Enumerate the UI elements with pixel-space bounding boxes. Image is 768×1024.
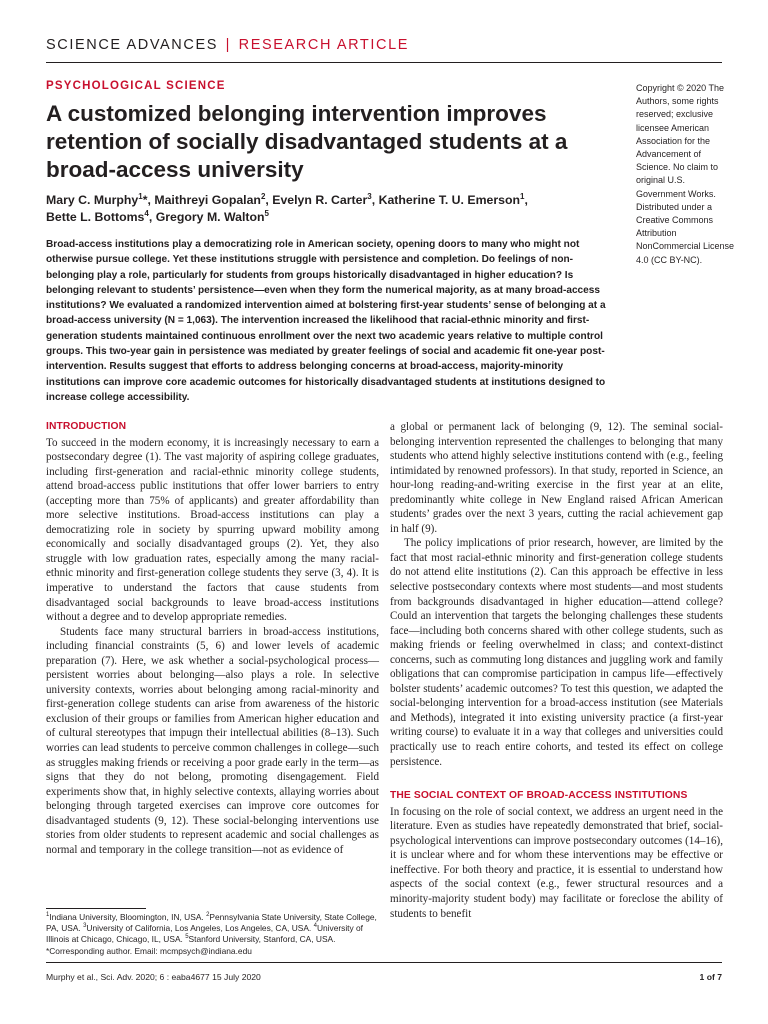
author-affiliation: 1 (520, 191, 525, 201)
author-affiliation: 4 (144, 208, 149, 218)
corresponding-author: *Corresponding author. Email: mcmpsych@indiana.edu (46, 945, 252, 956)
author-affiliation: 1 (138, 191, 143, 201)
author-affiliation: 3 (367, 191, 372, 201)
section-label: PSYCHOLOGICAL SCIENCE (46, 80, 226, 92)
article-title: A customized belonging intervention improves retention of socially disadvantaged students at a broad-access university (46, 101, 568, 182)
footer-rule (46, 962, 722, 963)
paragraph: To succeed in the modern economy, it is increasingly necessary to earn a postsecondary degree (1). The vast majority of aspiring college graduates, including first-generation and racial-ethnic minority college students, attend broad-access public institutions that offer lower barriers to entry (accepting more than 75% of applicants) and greater affordability than more selective institutions. Broad-access institutions can play a democratizing role in society by spurring upward mobility among economically and socially disadvantaged groups (2). Yet, they also struggle with low graduation rates, especially among the many racial-ethnic minority and first-generation college students they serve (3, 4). It is imperative to understand the factors that cause students from disadvantaged social backgrounds to leave broad-access institutions without a degree and to develop appropriate remedies. (46, 436, 379, 624)
affiliation-number: 4 (313, 923, 317, 930)
footnotes (46, 912, 381, 957)
header-separator: | (225, 37, 231, 53)
paragraph: In focusing on the role of social context, we address an urgent need in the literature. Even as studies have repeatedly demonstrated that brief, social-psychological interventions can improve postsecondary outcomes (14–16), it is unclear where and for whom these interventions may be effective or ineffective. For both theory and practice, it is essential to understand how aspects of the social context (e.g., fewer structural resources and a minority-majority student body) may facilitate or foreclose the ability of students to benefit (390, 805, 723, 920)
affiliation-number: 1 (46, 912, 50, 919)
author-name: Mary C. Murphy (46, 193, 139, 207)
copyright-notice: Copyright © 2020 The Authors, some rights reserved; exclusive licensee American Association for the Advancement of Science. No claim to original U.S. Government Works. Distributed under a Creative Commons Attribution NonCommercial License 4.0 (CC BY-NC). (636, 83, 735, 265)
author-list: Mary C. Murphy$^1$*, Maithreyi Gopalan$^2$, Evelyn R. Carter$^3$, Katherine T. U. Emerson$^1$, Bette L. Bottoms$^4$, Gregory M. Walton$^5$ (46, 191, 528, 224)
author-affiliation: 5 (264, 208, 269, 218)
page-number: 1 of 7 (699, 972, 722, 982)
header-rule (46, 62, 722, 63)
section-heading-introduction: INTRODUCTION (46, 421, 127, 432)
paragraph: a global or permanent lack of belonging (9, 12). The seminal social-belonging intervention represented the challenges to belonging that many students who attend highly selective institutions contend with (e.g., feeling intimidated by renowned professors). In that study, reported in Science, an hour-long reading-and-writing exercise in the first year at an elite, predominantly white college in New England raised African American students’ grades over the next 3 years, cutting the racial achievement gap in half (9). (390, 421, 723, 535)
article-type: RESEARCH ARTICLE (238, 37, 410, 53)
footer-citation: Murphy et al., Sci. Adv. 2020; 6 : eaba4677 15 July 2020 (46, 972, 261, 982)
affiliation-text: University of Illinois at Chicago, Chicago, IL, USA. (46, 923, 364, 945)
affiliation-number: 5 (185, 934, 189, 941)
paragraph: Students face many structural barriers in broad-access institutions, including financial constraints (5, 6) and lower levels of academic preparation (7). Here, we ask whether a social-psychological process—persistent worries about belonging—also plays a role. In selective university contexts, worries about belonging among racial-minority and first-generation college students can arise from awareness of the historic exclusion of their groups or families from American higher education and of cultural stereotypes that impugn their intellectual abilities (8–13). Such worries can lead students to perceive common challenges in college—such as struggles making friends or receiving a poor grade early in the term—as signs that they do not belong, promoting disengagement. Field experiments show that, in highly selective contexts, allaying worries about belonging through targeted exercises can improve core outcomes for disadvantaged students (9, 12). These social-belonging interventions use stories from older students to represent academic and social challenges as normal and temporary in the college transition—not as evidence of (46, 625, 379, 856)
author-affiliation: 2 (260, 191, 266, 201)
abstract: Broad-access institutions play a democratizing role in American society, opening doors to many who might not otherwise pursue college. Yet these institutions struggle with persistence and completion. Do feelings of non-belonging play a role, particularly for students from groups historically disadvantaged in higher education? Is belonging relevant to students’ persistence—even when they form the numerical majority, as at many broad-access institutions? We evaluated a randomized intervention aimed at bolstering first-year students’ sense of belonging at a broad-access university (N = 1,063). The intervention increased the likelihood that racial-ethnic minority and first-generation students maintained continuous enrollment over the next two academic years relative to multiple control groups. This two-year gain in persistence was mediated by greater feelings of social and academic fit one-year post-intervention. Results suggest that efforts to address belonging concerns at broad-access, majority-minority institutions can improve core academic outcomes for historically disadvantaged students at institutions designed to increase college accessibility. (46, 239, 606, 403)
section-heading-social-context: THE SOCIAL CONTEXT OF BROAD-ACCESS INSTITUTIONS (390, 790, 688, 802)
paragraph: The policy implications of prior research, however, are limited by the fact that most racial-ethnic minority and first-generation college students do not attend elite institutions (2). Can this approach be effective in less selective postsecondary contexts where most students—and most students from backgrounds disadvantaged in higher education—attend college? Could an intervention that targets the belonging challenges these students face—including both concerns shared with other college students, such as making friends or feeling overwhelmed in class; and context-distinct concerns, such as commuting long distances and juggling work and family obligations that can compromise participation in campus life—effectively bolster students’ academic outcomes? To test this question, we adapted the social-belonging intervention for a broad-access institution (see Materials and Methods), integrated it into existing university practice (a first-year writing course) to evaluate it in a way that colleges and universities could practically use to reach entire cohorts, and tested its effect on college persistence. (390, 537, 723, 768)
author-name: Katherine T. U. Emerson (378, 193, 521, 207)
affiliation-number: 2 (206, 912, 210, 919)
author-name: Evelyn R. Carter (272, 193, 368, 207)
affiliation-text: University of California, Los Angeles, Los Angeles, CA, USA. (86, 923, 314, 934)
affiliation-text: Pennsylvania State University, State College, PA, USA. (46, 912, 377, 934)
journal-header (46, 37, 409, 53)
affiliation-text: Indiana University, Bloomington, IN, USA. (49, 912, 207, 922)
left-column (46, 420, 379, 857)
author-name: Gregory M. Walton (155, 210, 265, 224)
author-name: Bette L. Bottoms (46, 210, 145, 224)
right-column (390, 420, 723, 921)
affiliations (46, 912, 381, 946)
affiliation-number: 3 (83, 923, 87, 930)
affiliation-text: Stanford University, Stanford, CA, USA. (188, 934, 336, 945)
corresponding-mark: * (142, 193, 148, 207)
footnote-rule (46, 908, 146, 909)
journal-name: SCIENCE ADVANCES (46, 37, 218, 53)
author-name: Maithreyi Gopalan (154, 193, 261, 207)
